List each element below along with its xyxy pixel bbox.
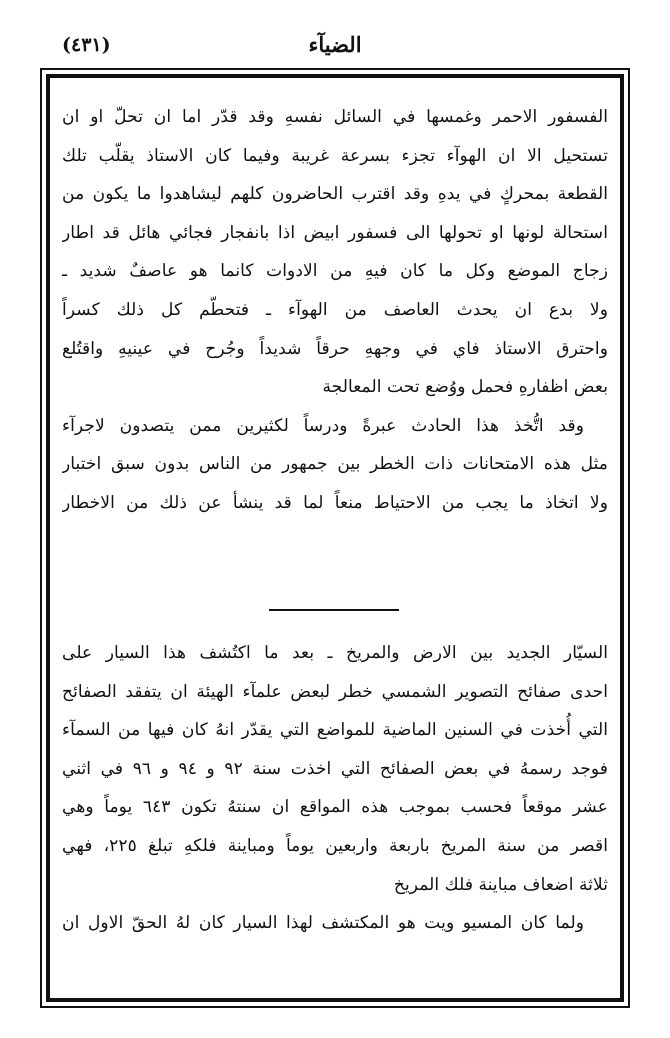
text-line: القطعة بمحركٍ في يدهِ وقد اقترب الحاضرون كلهم ليشاهدوا ما يكون من [62, 184, 608, 205]
text-line: الفسفور الاحمر وغمسها في السائل نفسهِ وقد قدّر اما ان تحلّ او ان [62, 107, 608, 127]
text-line: اقصر من سنة المريخ باربعة واربعين يوماً ومباينة فلكهِ تبلغ ٢٢٥، فهي [62, 835, 608, 856]
article-explosion [62, 98, 608, 523]
journal-title: الضيآء [308, 32, 362, 57]
text-line: التي أُخذت في السنين الماضية للمواضع التي يقدّر انهُ كان فيها من السمآء [62, 720, 608, 741]
text-line: ولا اتخاذ ما يجب من الاحتياط منعاً لما قد ينشأ عن ذلك من الاخطار [62, 492, 608, 513]
text-line: وقد اتُّخذ هذا الحادث عبرةً ودرساً لكثيرين ممن يتصدون لاجرآء [62, 415, 584, 436]
text-line: بعض اظفارهِ فحمل ووُضع تحت المعالجة [322, 377, 608, 398]
text-line: ولما كان المسيو ويت هو المكتشف لهذا السيار كان لهُ الحقّ الاول ان [62, 913, 584, 934]
text-line: السيّار الجديد بين الارض والمريخ ـ بعد ما اكتُشف هذا السيار على [62, 643, 608, 663]
section-divider [269, 609, 399, 611]
text-line: تستحيل الا ان الهوآء تجزء بسرعة غريبة وفيما كان الاستاذ يقلّب تلك [62, 145, 608, 166]
text-line: مثل هذه الامتحانات ذات الخطر بين جمهور من الناس بدون سبق اختبار [62, 454, 608, 475]
text-line: ثلاثة اضعاف مباينة فلك المريخ [393, 874, 608, 895]
text-line: عشر موقعاً فحسب بموجب هذه المواقع ان سنتهُ تكون ٦٤٣ يوماً وهي [62, 797, 608, 818]
text-line: زجاج الموضع وكل ما كان فيهِ من الادوات كانما هو عاصفٌ شديد ـ [62, 261, 608, 282]
text-line: واحترق الاستاذ فاي في وجههِ حرقاً شديداً وجُرح في عينيهِ واقتُلع [62, 338, 608, 359]
text-line: استحالة لونها او تحولها الى فسفور ابيض اذا بانفجار فجائي هائل قد اطار [62, 222, 608, 243]
page-frame [40, 68, 630, 1008]
text-line: فوجد رسمهُ في بعض الصفائح التي اخذت سنة ٩٢ و ٩٤ و ٩٦ في اثني [62, 758, 608, 779]
article-new-planet [62, 634, 608, 943]
page-header [40, 30, 630, 64]
text-line: ولا بدع ان يحدث العاصف من الهوآء ـ فتحطّم كل ذلك كسراً [62, 299, 608, 320]
page-number: (٤٣١) [62, 34, 111, 56]
page-frame-inner [46, 74, 624, 1002]
text-line: احدى صفائح التصوير الشمسي خطر لبعض علمآء الهيئة ان يتفقد الصفائح [62, 681, 608, 702]
